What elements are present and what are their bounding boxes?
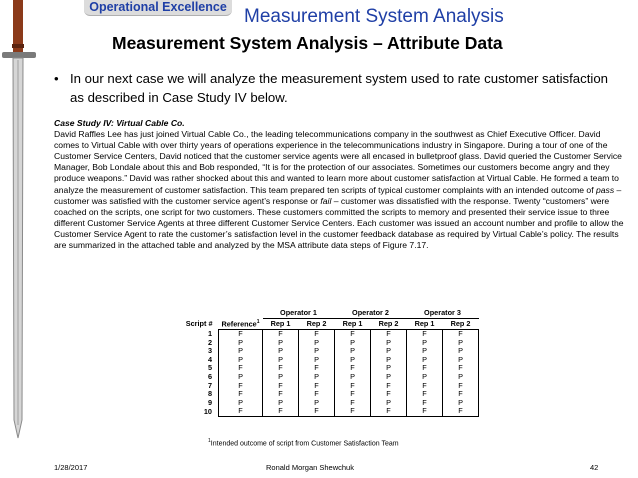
rating-cell: P [263, 356, 299, 365]
bullet-text: In our next case we will analyze the measurement system used to rate customer satisfaction as described in Case Study IV below. [70, 71, 609, 105]
rating-cell: F [443, 382, 479, 391]
bullet-point [54, 69, 614, 107]
rating-cell: P [299, 373, 335, 382]
rating-cell: F [263, 390, 299, 399]
script-number-cell: 6 [207, 372, 212, 382]
rating-cell: P [371, 373, 407, 382]
rating-cell: P [263, 373, 299, 382]
rating-cell: F [335, 407, 371, 416]
case-fail-word: fail [320, 195, 332, 206]
reference-cell: P [219, 399, 263, 408]
rating-cell: P [443, 399, 479, 408]
rating-cell: P [443, 339, 479, 348]
reference-cell: P [219, 347, 263, 356]
script-number-cell: 5 [207, 363, 212, 373]
rating-cell: F [407, 390, 443, 399]
rating-cell: P [371, 356, 407, 365]
rating-cell: P [299, 347, 335, 356]
rating-cell: P [335, 373, 371, 382]
rating-cell: F [371, 330, 407, 339]
rating-cell: F [335, 364, 371, 373]
footer-date: 1/28/2017 [54, 463, 88, 472]
rating-cell: P [371, 347, 407, 356]
rating-cell: P [299, 339, 335, 348]
script-number-cell: 10 [203, 406, 212, 416]
rep-header: Rep 1 [414, 318, 435, 328]
case-pass-word: pass [596, 184, 615, 195]
rating-cell: P [443, 347, 479, 356]
rating-cell: P [263, 399, 299, 408]
rating-cell: F [371, 390, 407, 399]
rating-cell: F [299, 364, 335, 373]
rating-cell: F [407, 364, 443, 373]
script-number-cell: 1 [207, 328, 212, 338]
script-column-header: Script # [185, 318, 213, 328]
operational-excellence-badge: Operational Excellence [84, 0, 232, 16]
sword-crossguard [2, 52, 36, 58]
rating-cell: F [443, 364, 479, 373]
operator-2-header: Operator 2 [335, 309, 407, 318]
rating-cell: F [335, 390, 371, 399]
rating-cell: P [371, 339, 407, 348]
rating-cell: F [407, 382, 443, 391]
slide-title: Measurement System Analysis – Attribute Data [112, 33, 503, 53]
rating-cell: F [443, 407, 479, 416]
rating-cell: P [335, 356, 371, 365]
rating-cell: P [335, 339, 371, 348]
operator-1-header: Operator 1 [263, 309, 335, 318]
reference-cell: F [219, 330, 263, 339]
reference-cell: P [219, 339, 263, 348]
rating-cell: F [263, 330, 299, 339]
rating-cell: P [371, 399, 407, 408]
table-row [157, 407, 479, 416]
reference-cell: P [219, 373, 263, 382]
rating-cell: F [371, 382, 407, 391]
rating-cell: P [335, 347, 371, 356]
rep-header: Rep 2 [378, 318, 399, 328]
rating-cell: P [407, 347, 443, 356]
script-number-cell: 9 [207, 397, 212, 407]
rating-cell: F [443, 330, 479, 339]
case-text-1: David Raffles Lee has just joined Virtual Cable Co., the leading telecommunications company in the southwest as Chief Executive Officer. David comes to Virtual Cable with over thirty years of operations experience in the telecommunications industry in Singapore. During a tour of one of the Customer Service Centers, David noticed that the customer service agents were all encased in bulletproof glass. David queried the Customer Service Manager, Bob Londale about this and Bob responded, “It is for the protection of our associates. Sometimes our customers become angry and they produce weapons.” David was rather shocked about this and wanted to learn more about customer satisfaction at Virtual Cable. He formed a team to analyze the measurement of customer satisfaction. This team prepared ten scripts of typical customer complaints with an intended outcome of [54, 129, 622, 195]
rating-cell: P [407, 356, 443, 365]
rating-cell: F [299, 390, 335, 399]
bullet-dot-icon: • [54, 71, 59, 86]
page-number: 42 [590, 463, 599, 472]
footer-author: Ronald Morgan Shewchuk [266, 463, 354, 472]
rating-cell: P [443, 373, 479, 382]
rating-cell: P [263, 339, 299, 348]
rating-cell: F [299, 407, 335, 416]
operator-3-header: Operator 3 [407, 309, 479, 318]
rating-cell: F [263, 364, 299, 373]
script-number-cell: 8 [207, 389, 212, 399]
case-text-3: – customer was dissatisfied with the response. Twenty “customers” were coached on the scripts, one script for two customers. These customers committed the scripts to memory and presented their service issue to three different Customer Service Agents at three different Customer Service Centers. Each customer was issued an account number and profile to allow the Customer Service Agent to rate the customer’s satisfaction level in the customer feedback database as required by Virtual Cable’s policy. The results are summarized in the attached table and analyzed by the MSA attribute data steps of Figure 7.17. [54, 195, 624, 251]
rep-header: Rep 2 [306, 318, 327, 328]
section-header: Measurement System Analysis [244, 6, 504, 27]
rating-cell: P [263, 347, 299, 356]
reference-cell: F [219, 407, 263, 416]
rep-header: Rep 1 [270, 318, 291, 328]
rating-cell: F [371, 407, 407, 416]
script-number-cell: 7 [207, 380, 212, 390]
reference-column-header: Reference$^1$ [221, 319, 260, 329]
rating-cell: F [407, 407, 443, 416]
reference-cell: F [219, 382, 263, 391]
rating-cell: F [335, 399, 371, 408]
script-number-cell: 4 [207, 354, 212, 364]
reference-cell: F [219, 364, 263, 373]
case-study-body [54, 129, 624, 251]
rep-header: Rep 1 [342, 318, 363, 328]
rating-cell: F [263, 382, 299, 391]
script-number-cell: 2 [207, 337, 212, 347]
table-footnote: $^1$Intended outcome of script from Customer Satisfaction Team [208, 438, 399, 448]
rating-cell: P [371, 364, 407, 373]
rating-cell: P [443, 356, 479, 365]
sword-graphic [0, 0, 40, 440]
rating-cell: F [407, 399, 443, 408]
rating-cell: F [335, 330, 371, 339]
rating-cell: P [299, 399, 335, 408]
results-table [157, 309, 479, 417]
rating-cell: F [299, 330, 335, 339]
rating-cell: F [299, 382, 335, 391]
script-number-cell: 3 [207, 346, 212, 356]
rating-cell: P [299, 356, 335, 365]
reference-cell: P [219, 356, 263, 365]
rating-cell: F [407, 330, 443, 339]
rating-cell: F [263, 407, 299, 416]
case-study-title: Case Study IV: Virtual Cable Co. [54, 118, 185, 128]
reference-cell: F [219, 390, 263, 399]
rating-cell: P [407, 339, 443, 348]
case-text-2: – customer was satisfied with the customer service agent’s response or [54, 184, 622, 206]
rating-cell: P [407, 373, 443, 382]
case-study [54, 118, 624, 251]
rating-cell: F [335, 382, 371, 391]
rating-cell: F [443, 390, 479, 399]
rep-header: Rep 2 [450, 318, 471, 328]
